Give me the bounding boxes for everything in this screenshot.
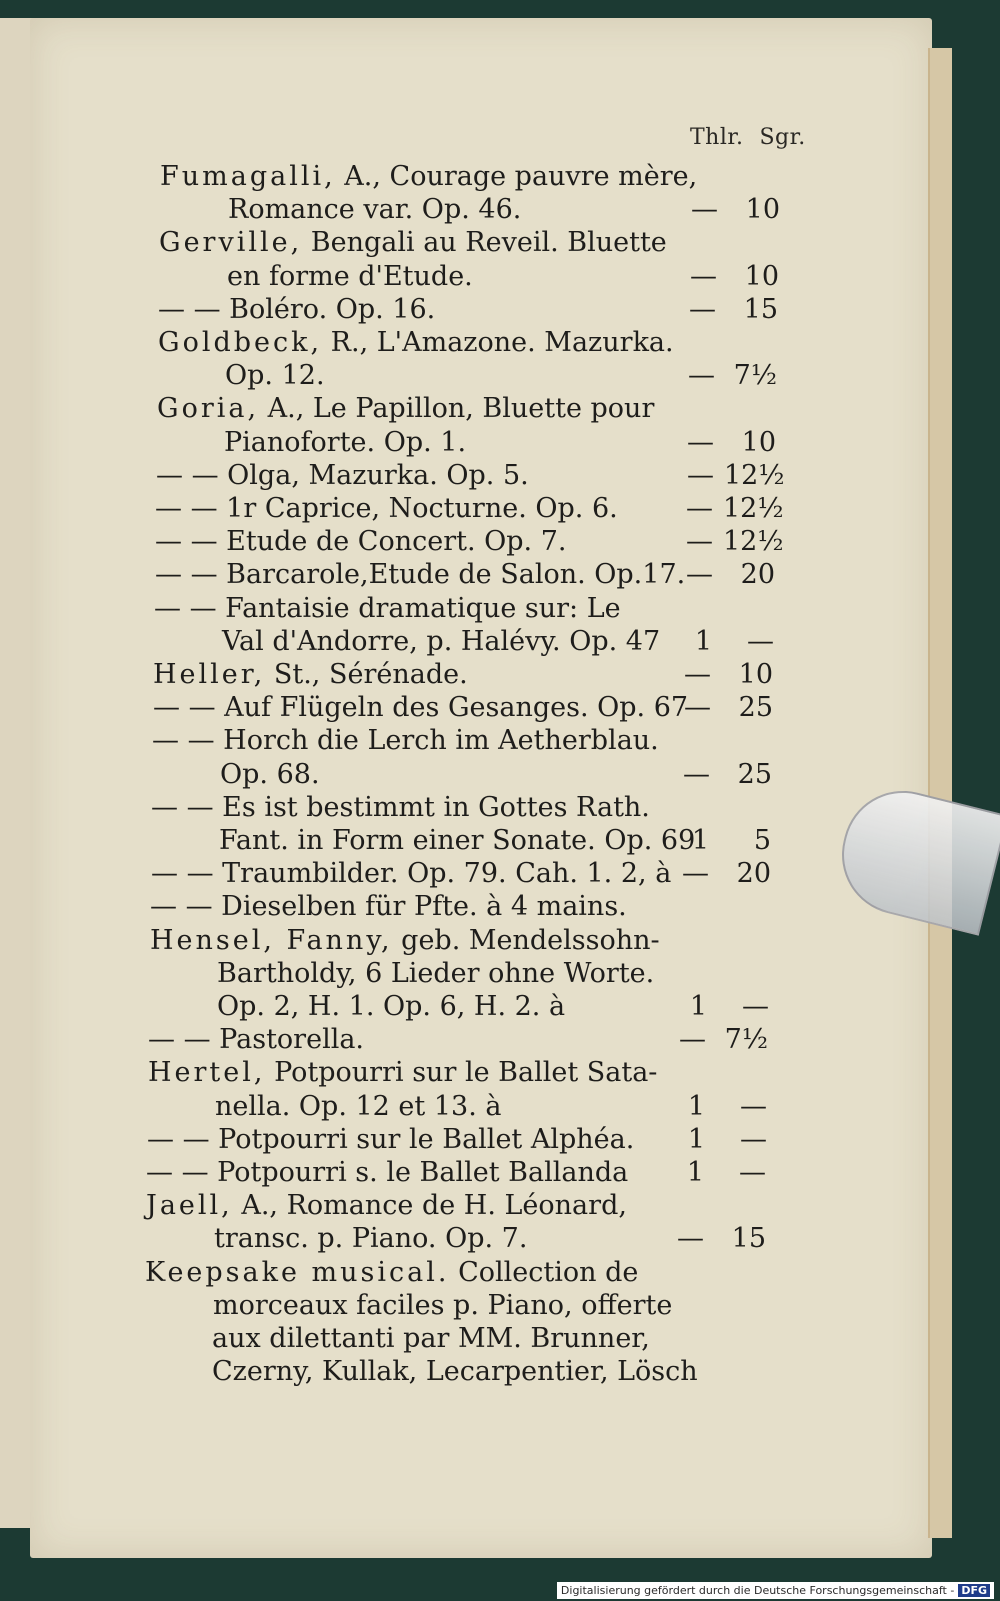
price-thaler: —	[684, 659, 711, 690]
catalog-row	[0, 890, 1000, 924]
entry-text	[155, 492, 618, 526]
catalog-row	[0, 1056, 1000, 1090]
catalog-row	[0, 392, 1000, 426]
catalog-row	[0, 592, 1000, 626]
catalog-row	[0, 1355, 1000, 1389]
entry-text	[153, 691, 688, 725]
entry-text	[154, 592, 621, 626]
entry-text	[150, 890, 627, 924]
entry-title: — — Olga, Mazurka. Op. 5.	[156, 459, 529, 491]
catalog-row	[0, 957, 1000, 991]
price-thaler: —	[684, 692, 711, 724]
price-silbergroschen: 10	[738, 659, 773, 690]
catalog-row	[0, 359, 1000, 393]
price-thaler: —	[682, 858, 709, 890]
price-silbergroschen: —	[740, 1123, 767, 1155]
entry-title: en forme d'Etude.	[227, 260, 473, 292]
catalog-row	[0, 658, 1000, 692]
entry-text	[145, 1256, 638, 1290]
entry-title: — — Dieselben für Pfte. à 4 mains.	[150, 891, 627, 923]
entry-title: nella. Op. 12 et 13. à	[215, 1090, 502, 1122]
entry-text	[151, 791, 650, 825]
catalog-row	[0, 1256, 1000, 1290]
thlr-header: Thlr.	[690, 125, 744, 150]
catalog-row	[0, 326, 1000, 360]
entry-title: aux dilettanti par MM. Brunner,	[212, 1323, 650, 1354]
entry-title: A., Courage pauvre mère,	[335, 161, 698, 192]
catalog-row	[0, 260, 1000, 294]
catalog-row	[0, 1322, 1000, 1356]
entry-title: Bartholdy, 6 Lieder ohne Worte.	[217, 957, 655, 989]
composer-name: Heller,	[153, 659, 266, 690]
price-silbergroschen: 25	[737, 758, 772, 790]
catalog-row	[0, 1090, 1000, 1124]
price-thaler: 1	[694, 625, 712, 657]
price-thaler: 1	[691, 825, 709, 856]
price-thaler: —	[679, 1024, 706, 1056]
entry-title: St., Sérénade.	[265, 659, 468, 690]
entry-title: morceaux faciles p. Piano, offerte	[213, 1289, 673, 1321]
entry-text	[224, 426, 466, 460]
entry-text	[227, 260, 473, 294]
composer-name: Goldbeck,	[158, 327, 323, 358]
entry-title: — — Traumbilder. Op. 79. Cah. 1. 2, à	[151, 858, 672, 890]
price-silbergroschen: —	[740, 1090, 767, 1122]
entry-title: — — Auf Flügeln des Gesanges. Op. 67	[153, 692, 689, 724]
entry-title: Val d'Andorre, p. Halévy. Op. 47	[222, 625, 661, 657]
entry-title: — — Horch die Lerch im Aetherblau.	[152, 725, 659, 757]
catalog-row	[0, 691, 1000, 725]
price-thaler: —	[687, 426, 714, 458]
entry-text	[148, 1023, 364, 1057]
catalog-row	[0, 724, 1000, 758]
price-thaler: —	[687, 459, 714, 491]
entry-text	[151, 857, 671, 891]
catalog-row	[0, 160, 1000, 194]
entry-text	[160, 160, 697, 194]
price-thaler: —	[691, 194, 718, 226]
price-silbergroschen: 25	[738, 692, 773, 724]
entry-title: — — Boléro. Op. 16.	[158, 293, 436, 325]
catalog-row	[0, 492, 1000, 526]
price-silbergroschen: 15	[743, 293, 778, 325]
composer-name: Gerville,	[159, 227, 303, 259]
price-thaler: —	[677, 1223, 704, 1255]
price-silbergroschen: 20	[736, 858, 771, 890]
entry-text	[153, 658, 468, 692]
entry-text	[158, 326, 674, 360]
price-thaler: 1	[689, 991, 707, 1022]
entry-text	[152, 724, 659, 758]
entry-text	[219, 824, 695, 858]
entry-title: Pianoforte. Op. 1.	[224, 426, 467, 458]
entry-text	[157, 392, 654, 426]
entry-text	[155, 525, 566, 559]
entry-title: A., Le Papillon, Bluette pour	[259, 393, 655, 425]
price-silbergroschen: 10	[745, 194, 780, 226]
dfg-logo: DFG	[958, 1584, 990, 1597]
composer-name: Hensel, Fanny,	[150, 924, 393, 956]
catalog-row	[0, 758, 1000, 792]
entry-text	[215, 1090, 501, 1124]
catalog-row	[0, 625, 1000, 659]
sgr-header: Sgr.	[759, 125, 806, 150]
price-silbergroschen: 12½	[723, 493, 784, 524]
entry-title: A., Romance de H. Léonard,	[232, 1190, 627, 1222]
entry-title: — — Es ist bestimmt in Gottes Rath.	[151, 791, 650, 823]
entry-title: — — Potpourri sur le Ballet Alphéa.	[147, 1123, 635, 1155]
entry-text	[147, 1123, 634, 1157]
price-silbergroschen: 20	[740, 559, 775, 591]
catalog-row	[0, 293, 1000, 327]
entry-text	[156, 459, 529, 493]
catalog-row	[0, 226, 1000, 260]
entry-title: Potpourri sur le Ballet Sata-	[265, 1057, 658, 1089]
composer-name: Jaell,	[146, 1190, 233, 1222]
entry-text	[225, 359, 325, 393]
price-silbergroschen: 7½	[724, 1024, 768, 1056]
catalog-row	[0, 924, 1000, 958]
price-silbergroschen: —	[747, 625, 774, 657]
composer-name: Keepsake musical.	[145, 1256, 450, 1288]
catalog-row	[0, 1289, 1000, 1323]
price-thaler: —	[688, 360, 715, 392]
catalog-row	[0, 1156, 1000, 1190]
entry-text	[212, 1355, 698, 1389]
catalog-row	[0, 990, 1000, 1024]
catalog-row	[0, 1023, 1000, 1057]
catalog-row	[0, 1222, 1000, 1256]
price-silbergroschen: —	[739, 1157, 766, 1188]
catalog-row	[0, 791, 1000, 825]
entry-title: Collection de	[449, 1256, 639, 1288]
price-thaler: —	[686, 559, 713, 591]
catalog-row	[0, 558, 1000, 592]
price-thaler: —	[689, 293, 716, 325]
catalog-row	[0, 1123, 1000, 1157]
price-thaler: —	[690, 260, 717, 292]
entry-title: Czerny, Kullak, Lecarpentier, Lösch	[212, 1356, 698, 1388]
entry-title: Op. 2, H. 1. Op. 6, H. 2. à	[217, 991, 566, 1022]
price-thaler: —	[686, 526, 713, 558]
price-thaler: —	[686, 493, 713, 524]
entry-text	[228, 193, 521, 227]
footer-credit	[557, 1582, 994, 1599]
entry-text	[146, 1189, 627, 1223]
entry-text	[222, 625, 660, 659]
entry-text	[214, 1222, 527, 1256]
price-silbergroschen: 15	[731, 1223, 766, 1255]
catalog-row	[0, 193, 1000, 227]
entry-title: geb. Mendelssohn-	[392, 924, 660, 956]
entry-title: Bengali au Reveil. Bluette	[302, 227, 667, 259]
entry-text	[212, 1322, 650, 1356]
entry-text	[146, 1156, 628, 1190]
entry-text	[220, 758, 320, 792]
entry-text	[217, 957, 654, 991]
entry-text	[213, 1289, 672, 1323]
entry-text	[159, 226, 667, 260]
price-silbergroschen: 10	[744, 260, 779, 292]
catalog-row	[0, 525, 1000, 559]
entry-title: — — 1r Caprice, Nocturne. Op. 6.	[155, 493, 618, 524]
entry-title: Op. 68.	[220, 758, 320, 790]
price-silbergroschen: 12½	[723, 526, 784, 558]
entry-title: Op. 12.	[225, 360, 325, 392]
entry-title: transc. p. Piano. Op. 7.	[214, 1223, 528, 1255]
catalog-row	[0, 426, 1000, 460]
price-thaler: 1	[687, 1090, 705, 1122]
catalog-row	[0, 459, 1000, 493]
entry-text	[150, 924, 660, 958]
price-thaler: —	[683, 758, 710, 790]
catalog-row	[0, 1189, 1000, 1223]
entry-title: — — Potpourri s. le Ballet Ballanda	[146, 1157, 629, 1188]
composer-name: Goria,	[157, 393, 260, 425]
price-silbergroschen: 5	[753, 825, 771, 856]
entry-text	[155, 558, 685, 592]
entry-text	[148, 1056, 657, 1090]
entry-title: R., L'Amazone. Mazurka.	[322, 327, 674, 358]
price-silbergroschen: 7½	[733, 360, 777, 392]
entry-text	[158, 293, 435, 327]
footer-text: Digitalisierung gefördert durch die Deutsche Forschungsgemeinschaft -	[560, 1584, 955, 1597]
entry-title: — — Fantaisie dramatique sur: Le	[154, 592, 621, 624]
entry-title: — — Barcarole,Etude de Salon. Op.17.	[155, 559, 686, 591]
entry-text	[217, 990, 565, 1024]
entry-title: — — Etude de Concert. Op. 7.	[155, 526, 567, 558]
composer-name: Fumagalli,	[160, 161, 336, 192]
price-silbergroschen: —	[742, 991, 769, 1022]
price-silbergroschen: 10	[741, 426, 776, 458]
entry-title: Fant. in Form einer Sonate. Op. 69	[219, 825, 696, 856]
composer-name: Hertel,	[148, 1057, 266, 1089]
price-silbergroschen: 12½	[724, 459, 785, 491]
price-thaler: 1	[687, 1123, 705, 1155]
price-thaler: 1	[686, 1157, 704, 1188]
entry-title: — — Pastorella.	[148, 1024, 365, 1056]
entry-title: Romance var. Op. 46.	[228, 194, 522, 226]
